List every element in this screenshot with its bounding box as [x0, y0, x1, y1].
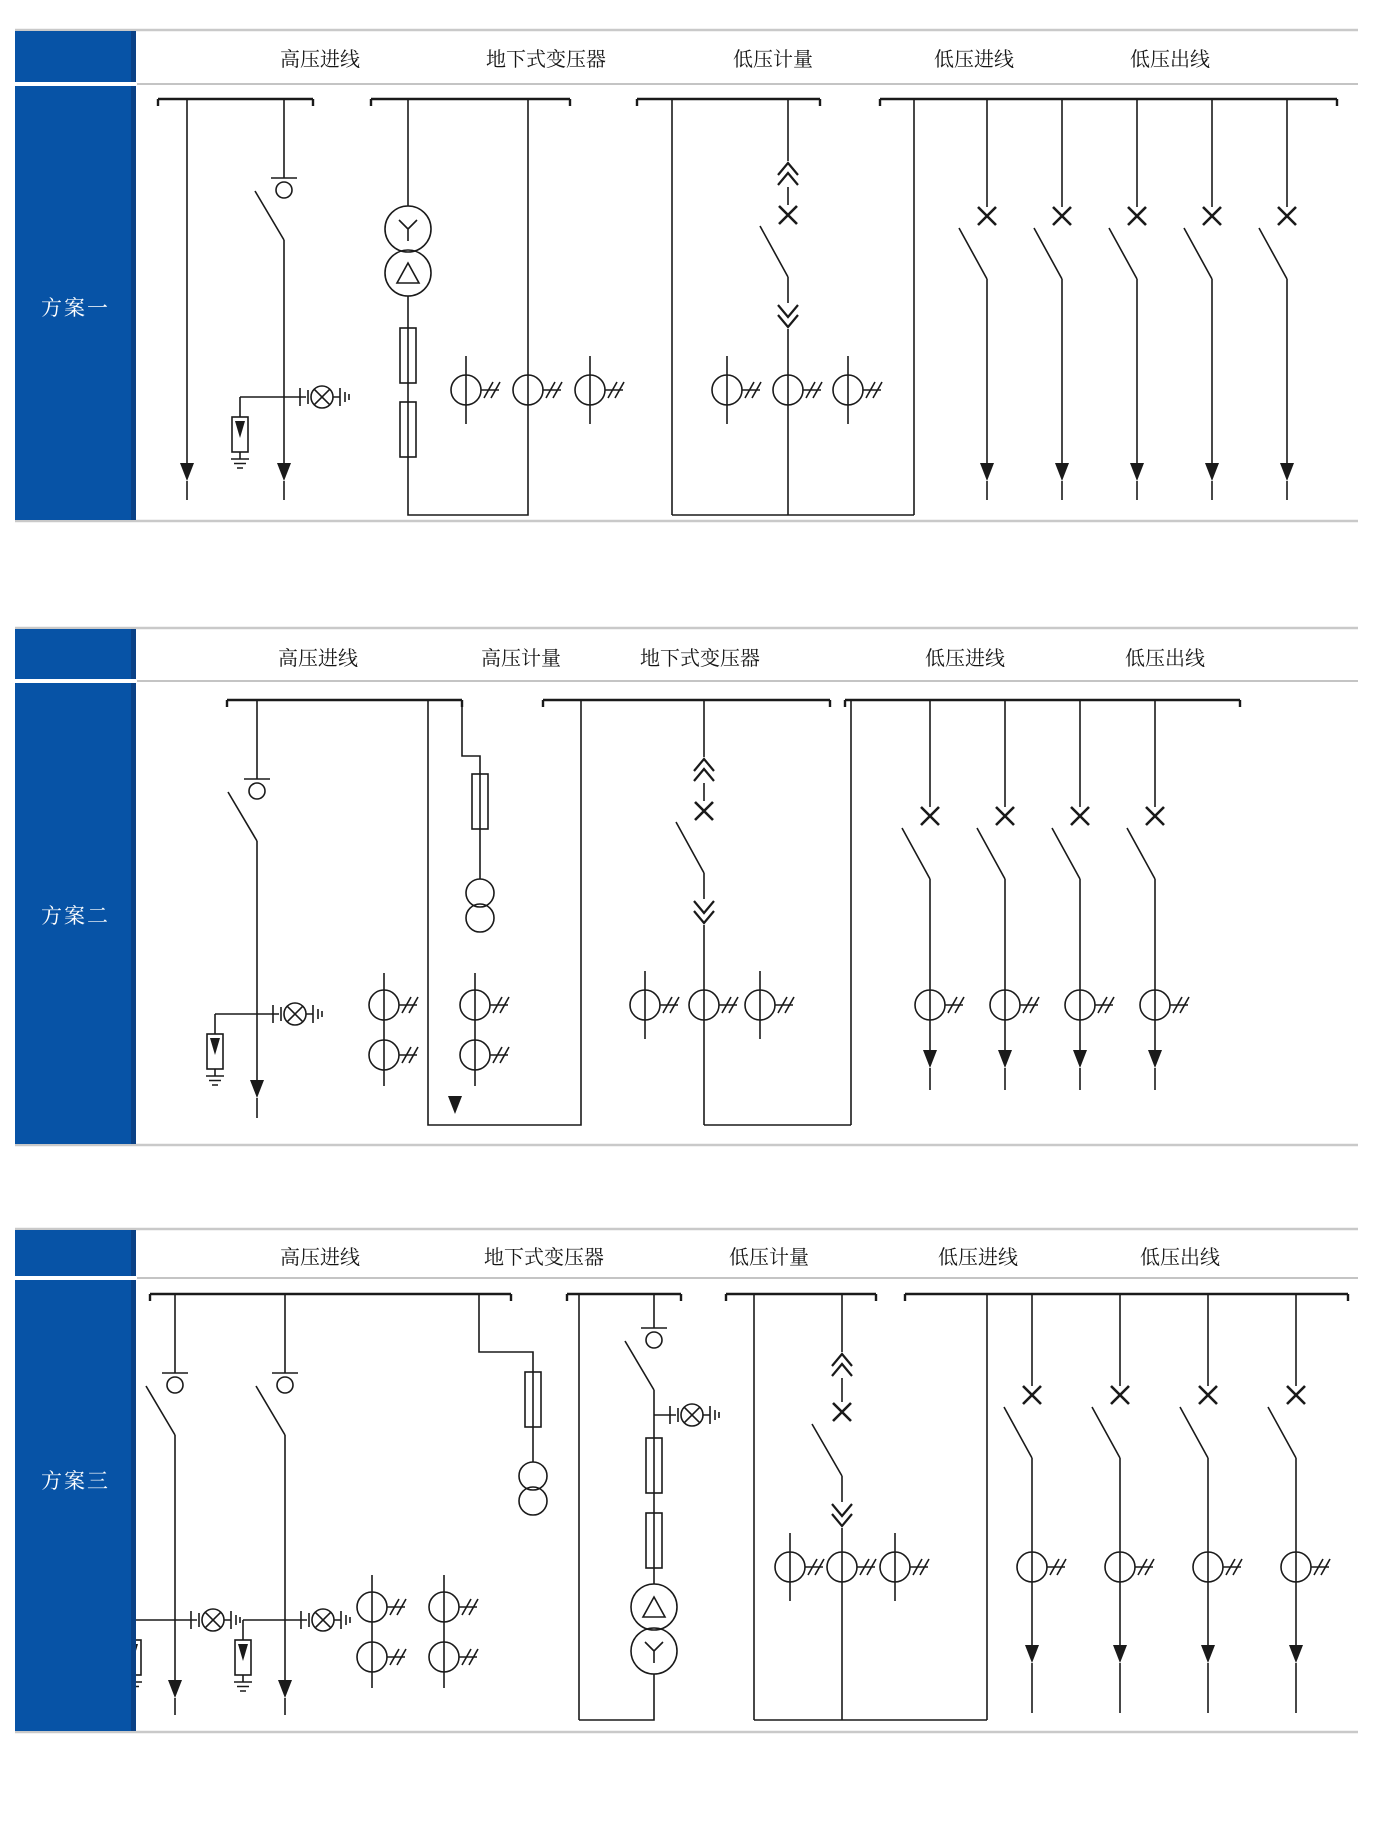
column-header-lv-outgoing: 低压出线 — [1125, 648, 1205, 670]
scheme-3-panel — [0, 1229, 1373, 1732]
column-header-lv-incoming: 低压进线 — [934, 49, 1014, 71]
column-header-lv-outgoing: 低压出线 — [1140, 1247, 1220, 1269]
scheme-3-label: 方案三 — [41, 1470, 110, 1493]
column-header-hv-metering: 高压计量 — [481, 648, 561, 670]
scheme-3-sidebar-cell — [15, 1280, 136, 1731]
column-header-transformer: 地下式变压器 — [640, 648, 760, 670]
scheme-3-column-headers — [0, 1229, 1373, 1283]
column-header-hv-incoming: 高压进线 — [280, 1247, 360, 1269]
column-header-transformer: 地下式变压器 — [486, 49, 606, 71]
column-header-lv-incoming: 低压进线 — [925, 648, 1005, 670]
column-header-lv-metering: 低压计量 — [733, 49, 813, 71]
scheme-1-panel — [0, 30, 1373, 521]
scheme-1-column-headers — [0, 30, 1373, 84]
column-header-hv-incoming: 高压进线 — [278, 648, 358, 670]
scheme-2-panel — [0, 628, 1373, 1145]
column-header-transformer: 地下式变压器 — [484, 1247, 604, 1269]
scheme-2-label: 方案二 — [41, 905, 110, 928]
column-header-lv-metering: 低压计量 — [729, 1247, 809, 1269]
scheme-1-label: 方案一 — [41, 297, 110, 320]
column-header-lv-incoming: 低压进线 — [938, 1247, 1018, 1269]
column-header-hv-incoming: 高压进线 — [280, 49, 360, 71]
scheme-2-column-headers — [0, 628, 1373, 682]
column-header-lv-outgoing: 低压出线 — [1130, 49, 1210, 71]
